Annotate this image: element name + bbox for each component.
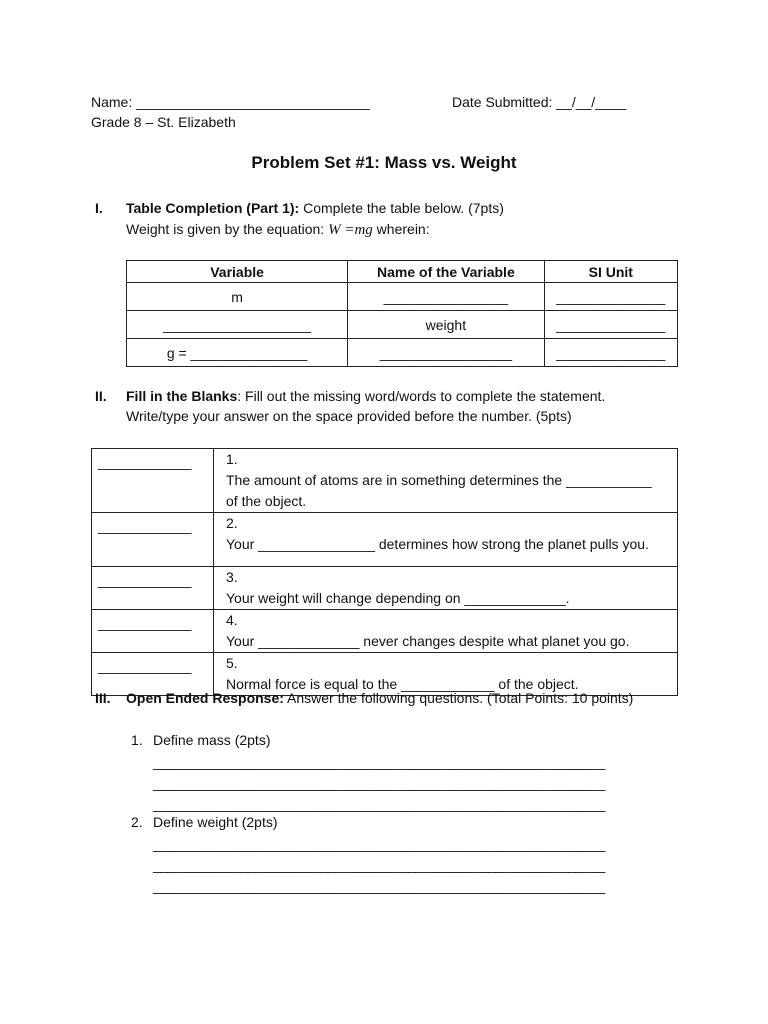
question-text: Your _______________ determines how strong the planet pulls you. xyxy=(226,536,649,552)
table-cell-blank[interactable]: g = _______________ xyxy=(127,339,348,367)
answer-line[interactable]: ______________________________________________________________ xyxy=(153,775,605,791)
answer-line[interactable]: ______________________________________________________________ xyxy=(153,796,605,812)
section-1-instruction xyxy=(126,200,504,216)
question-number: 5. xyxy=(226,655,238,671)
question-number: 3. xyxy=(226,569,238,585)
table-cell-blank[interactable]: ______________ xyxy=(544,283,677,311)
answer-blank[interactable]: ____________ xyxy=(92,653,214,696)
section-3-instruction-text: Answer the following questions. (Total Points: 10 points) xyxy=(283,690,634,706)
open-question-number: 2. xyxy=(131,814,143,830)
table-cell-blank[interactable]: ___________________ xyxy=(127,311,348,339)
answer-line[interactable]: ______________________________________________________________ xyxy=(153,754,605,770)
table-row xyxy=(127,283,678,311)
question-cell xyxy=(214,610,678,653)
section-1-numeral: I. xyxy=(95,200,103,216)
answer-line[interactable]: ______________________________________________________________ xyxy=(153,878,605,894)
table-row xyxy=(127,339,678,367)
section-1-instruction-text: Complete the table below. (7pts) xyxy=(299,200,504,216)
weight-equation: W =mg xyxy=(328,222,373,238)
table-cell: weight xyxy=(348,311,544,339)
question-number: 1. xyxy=(226,451,238,467)
name-field-label: Name: ______________________________ xyxy=(91,94,370,110)
question-text: Normal force is equal to the ____________ of the object. xyxy=(226,676,579,692)
table-cell-blank[interactable]: ______________ xyxy=(544,339,677,367)
question-cell xyxy=(214,513,678,567)
section-2-numeral: II. xyxy=(95,388,107,404)
answer-blank[interactable]: ____________ xyxy=(92,610,214,653)
answer-blank[interactable]: ____________ xyxy=(92,513,214,567)
variable-table xyxy=(126,260,678,367)
table-row xyxy=(92,567,678,610)
question-number: 2. xyxy=(226,515,238,531)
answer-blank[interactable]: ____________ xyxy=(92,567,214,610)
table-row xyxy=(92,610,678,653)
column-header-name: Name of the Variable xyxy=(348,261,544,283)
table-cell: m xyxy=(127,283,348,311)
open-question-text: Define mass (2pts) xyxy=(153,732,271,748)
question-number: 4. xyxy=(226,612,238,628)
question-text: Your _____________ never changes despite what planet you go. xyxy=(226,633,630,649)
table-row xyxy=(92,513,678,567)
answer-blank[interactable]: ____________ xyxy=(92,449,214,513)
fill-in-blanks-table xyxy=(91,448,678,696)
question-text: Your weight will change depending on _____________. xyxy=(226,590,570,606)
answer-line[interactable]: ______________________________________________________________ xyxy=(153,836,605,852)
table-row xyxy=(92,449,678,513)
equation-line xyxy=(126,221,430,239)
date-submitted-label: Date Submitted: __/__/____ xyxy=(452,94,627,110)
table-cell-blank[interactable]: ______________ xyxy=(544,311,677,339)
equation-prefix: Weight is given by the equation: xyxy=(126,221,329,237)
column-header-variable: Variable xyxy=(127,261,348,283)
section-3-heading: Open Ended Response: xyxy=(126,690,284,706)
section-2-instruction-text: : Fill out the missing word/words to complete the statement. xyxy=(237,388,606,404)
page-title: Problem Set #1: Mass vs. Weight xyxy=(251,153,517,172)
equation-suffix: wherein: xyxy=(372,221,430,237)
section-2-instruction xyxy=(126,388,605,404)
question-cell xyxy=(214,567,678,610)
question-cell xyxy=(214,449,678,513)
table-row xyxy=(127,311,678,339)
section-3-numeral: III. xyxy=(95,690,111,706)
table-cell-blank[interactable]: ________________ xyxy=(348,283,544,311)
grade-line: Grade 8 – St. Elizabeth xyxy=(91,114,236,130)
open-question-text: Define weight (2pts) xyxy=(153,814,278,830)
column-header-si-unit: SI Unit xyxy=(544,261,677,283)
section-3-instruction xyxy=(126,690,633,706)
answer-line[interactable]: ______________________________________________________________ xyxy=(153,857,605,873)
section-1-heading: Table Completion (Part 1): xyxy=(126,200,300,216)
section-2-instruction-line-2: Write/type your answer on the space provided before the number. (5pts) xyxy=(126,408,572,424)
question-text: The amount of atoms are in something determines the ___________ of the object. xyxy=(226,472,652,509)
open-question-number: 1. xyxy=(131,732,143,748)
section-2-heading: Fill in the Blanks xyxy=(126,388,238,404)
table-cell-blank[interactable]: _________________ xyxy=(348,339,544,367)
table-header-row xyxy=(127,261,678,283)
